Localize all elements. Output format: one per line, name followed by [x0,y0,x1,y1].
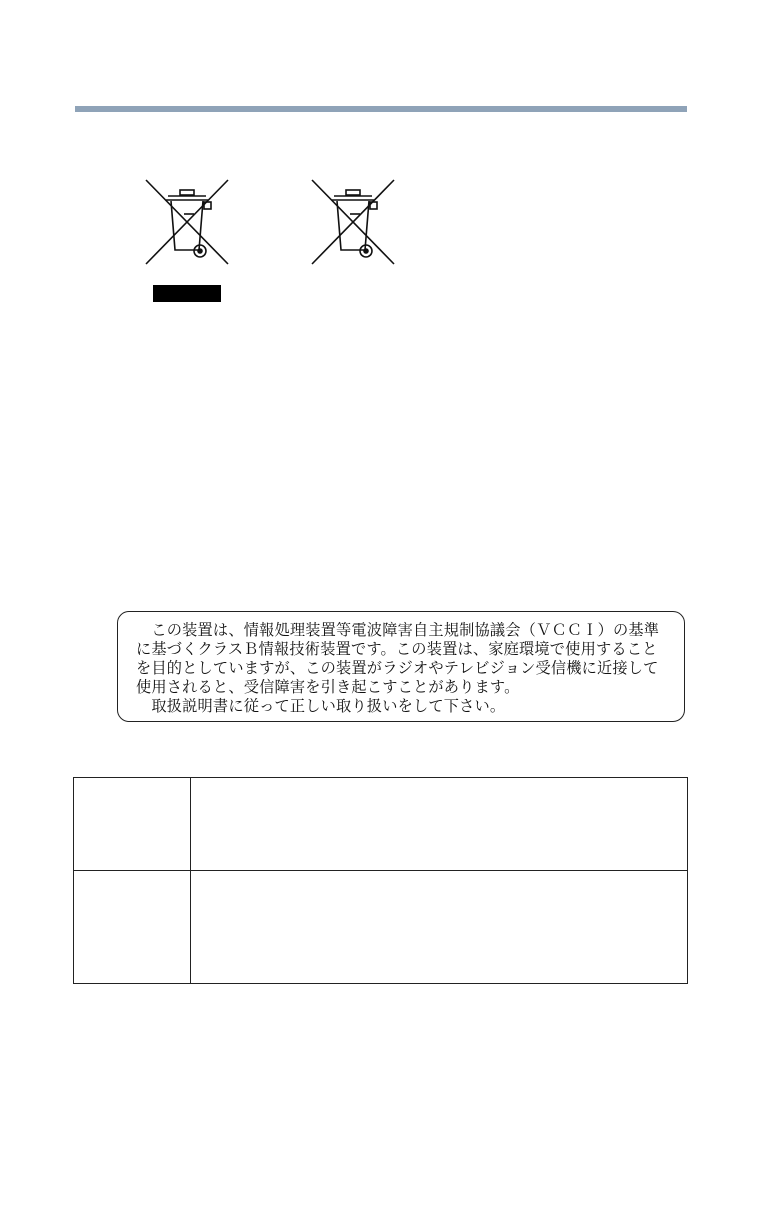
vcci-line-3: を目的としていますが、この装置がラジオやテレビジョン受信機に近接して [136,659,659,677]
table-column-divider [190,778,191,983]
weee-symbol [310,178,396,266]
weee-symbol-with-bar [144,178,230,266]
vcci-line-2: に基づくクラスＢ情報技術装置です。この装置は、家庭環境で使用すること [136,640,658,658]
header-rule [75,106,687,112]
black-bar-marking [153,285,221,302]
crossed-out-wheelie-bin-icon [144,178,230,266]
table-row-divider [74,870,687,871]
empty-table [73,777,688,984]
crossed-out-wheelie-bin-icon [310,178,396,266]
vcci-line-5: 取扱説明書に従って正しい取り扱いをして下さい。 [136,697,506,715]
vcci-line-1: この装置は、情報処理装置等電波障害自主規制協議会（ＶＣＣＩ）の基準 [136,621,660,639]
vcci-line-4: 使用されると、受信障害を引き起こすことがあります。 [136,678,520,696]
